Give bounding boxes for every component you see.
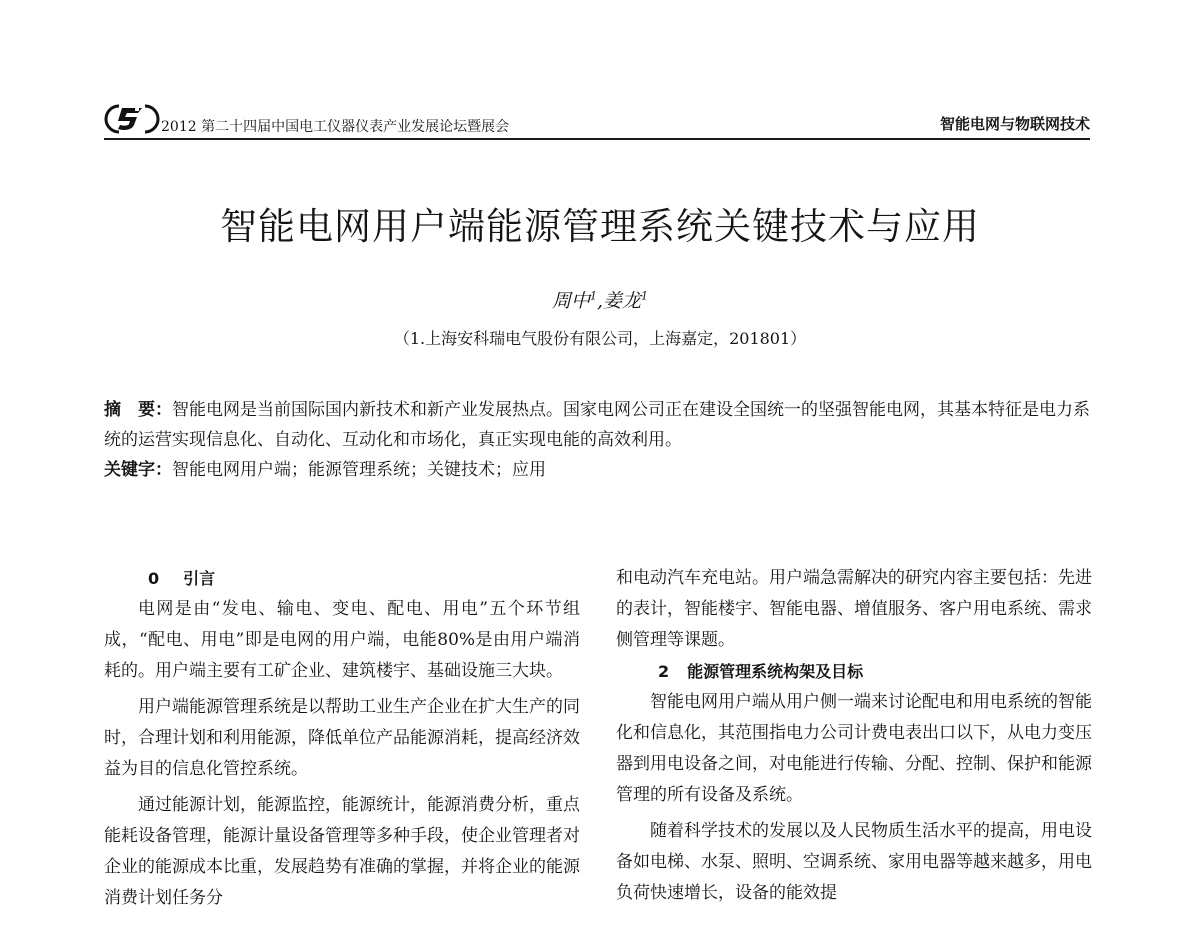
author-name: 周中: [551, 290, 590, 312]
section-heading: [104, 563, 580, 594]
header-rule: [104, 138, 1090, 140]
abstract-paragraph: [104, 395, 1094, 455]
section-title: 引言: [183, 569, 216, 588]
body-paragraph: 智能电网用户端从用户侧一端来讨论配电和用电系统的智能化和信息化，其范围指电力公司计费电表出口以下，从电力变压器到用电设备之间，对电能进行传输、分配、控制、保护和能源管理的所有设备及系统。: [616, 692, 1092, 805]
abstract-block: [104, 395, 1094, 485]
running-header: [104, 96, 1090, 142]
affiliation: （1.上海安科瑞电气股份有限公司，上海嘉定，201801）: [393, 329, 807, 348]
author-affiliation-mark: 1: [589, 289, 597, 303]
section-title: 能源管理系统构架及目标: [687, 662, 864, 681]
author-affiliation-mark: 1: [641, 289, 649, 303]
body-paragraph: 电网是由“发电、输电、变电、配电、用电”五个环节组成，“配电、用电”即是电网的用户端，电能80%是由用户端消耗的。用户端主要有工矿企业、建筑楼宇、基础设施三大块。: [104, 599, 580, 681]
abstract-text: 智能电网是当前国际国内新技术和新产业发展热点。国家电网公司正在建设全国统一的坚强智能电网，其基本特征是电力系统的运营实现信息化、自动化、互动化和市场化，真正实现电能的高效利用。: [104, 400, 1090, 450]
paper-title: 智能电网用户端能源管理系统关键技术与应用: [220, 205, 980, 248]
body-column-left: [104, 563, 580, 914]
section-number: 2: [658, 662, 670, 681]
keywords-label: 关键字：: [104, 460, 172, 480]
body-paragraph: 和电动汽车充电站。用户端急需解决的研究内容主要包括：先进的表计，智能楼宇、智能电器、增值服务、客户用电系统、需求侧管理等课题。: [616, 568, 1092, 650]
abstract-label: 摘 要：: [104, 400, 172, 420]
section-heading: [616, 656, 1092, 687]
body-column-right: [616, 563, 1092, 909]
keywords-text: 智能电网用户端；能源管理系统；关键技术；应用: [172, 460, 546, 480]
author-separator: ,: [596, 290, 604, 312]
author-name: 姜龙: [603, 290, 642, 312]
conference-logo-icon: [104, 104, 160, 134]
section-number: 0: [148, 569, 160, 588]
keywords-paragraph: [104, 455, 1094, 485]
conference-name: 2012 第二十四届中国电工仪器仪表产业发展论坛暨展会: [161, 119, 510, 135]
body-paragraph: 通过能源计划，能源监控，能源统计，能源消费分析，重点能耗设备管理，能源计量设备管理等多种手段，使企业管理者对企业的能源成本比重，发展趋势有准确的掌握，并将企业的能源消费计划任务分: [104, 795, 580, 908]
body-paragraph: 用户端能源管理系统是以帮助工业生产企业在扩大生产的同时，合理计划和利用能源，降低单位产品能源消耗，提高经济效益为目的信息化管控系统。: [104, 697, 580, 779]
author-line: [0, 286, 1200, 313]
body-paragraph: 随着科学技术的发展以及人民物质生活水平的提高，用电设备如电梯、水泵、照明、空调系统、家用电器等越来越多，用电负荷快速增长，设备的能效提: [616, 821, 1092, 903]
section-topic: 智能电网与物联网技术: [939, 115, 1090, 133]
